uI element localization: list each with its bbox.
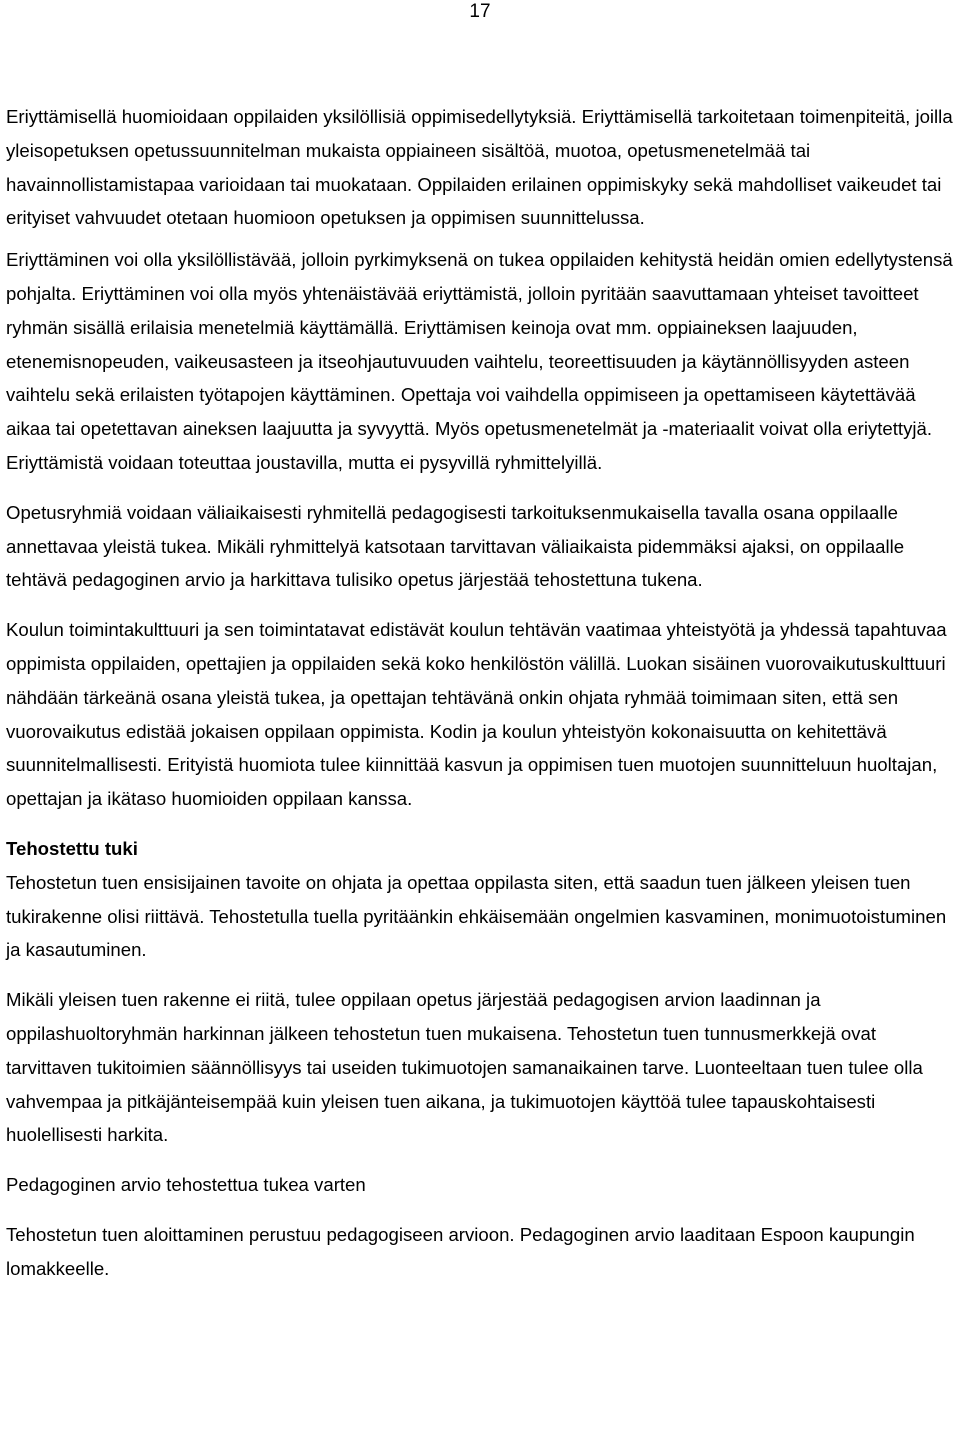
paragraph-pedagoginen-arvio: Tehostetun tuen aloittaminen perustuu pedagogiseen arvioon. Pedagoginen arvio laaditaan Espoon kaupungin lomakkeelle. — [6, 1223, 915, 1279]
paragraph-toimintakulttuuri: Koulun toimintakulttuuri ja sen toimintatavat edistävät koulun tehtävän vaatimaa yhteistyötä ja yhdessä tapahtuvaa oppimista oppilaiden, opettajien ja oppilaiden sekä koko henkilöstön välillä. Luokan sisäinen vuorovaikutuskulttuuri nähdään tärkeänä osana yleistä tukea, ja opettajan tehtävänä onkin ohjata ryhmää toimimaan siten, että sen vuorovaikutus edistää jokaisen oppilaan oppimista. Kodin ja koulun yhteistyön kokonaisuutta on kehitettävä suunnitelmallisesti. Erityistä huomiota tulee kiinnittää kasvun ja oppimisen tuen muotojen suunnitteluun huoltajan, opettajan ja ikätaso huomioiden oppilaan kanssa. — [6, 619, 947, 810]
paragraph-tehostettu-tavoite: Tehostetun tuen ensisijainen tavoite on ohjata ja opettaa oppilasta siten, että saadun tuen jälkeen yleisen tuen tukirakenne olisi riittävä. Tehostetulla tuella pyritäänkin ehkäisemään ongelmien kasvaminen, monimuotoistuminen ja kasautuminen. — [6, 871, 947, 961]
document-body — [6, 100, 958, 1302]
paragraph-eriyttaminen-intro: Eriyttämisellä huomioidaan oppilaiden yksilöllisiä oppimisedellytyksiä. Eriyttämisellä tarkoitetaan toimenpiteitä, joilla yleisopetuksen opetussuunnitelman mukaista oppiaineen sisältöä, muotoa, opetusmenetelmää tai havainnollistamistapaa varioidaan tai muokataan. Oppilaiden erilainen oppimiskyky sekä mahdolliset vaikeudet tai erityiset vahvuudet otetaan huomioon opetuksen ja oppimisen suunnittelussa. — [6, 106, 953, 229]
subheading-pedagoginen-arvio: Pedagoginen arvio tehostettua tukea varten — [6, 1174, 366, 1196]
paragraph-ryhmittely: Opetusryhmiä voidaan väliaikaisesti ryhmitellä pedagogisesti tarkoituksenmukaisella tavalla osana oppilaalle annettavaa yleistä tukea. Mikäli ryhmittelyä katsotaan tarvittavan väliaikaista pidemmäksi ajaksi, on oppilaalle tehtävä pedagoginen arvio ja harkittava tulisiko opetus järjestää tehostettuna tukena. — [6, 501, 905, 591]
page-number: 17 — [469, 1, 491, 22]
section-heading-tehostettu-tuki: Tehostettu tuki — [6, 837, 138, 859]
paragraph-eriyttaminen-types: Eriyttäminen voi olla yksilöllistävää, jolloin pyrkimyksenä on tukea oppilaiden kehitystä heidän omien edellytystensä pohjalta. Eriyttäminen voi olla myös yhtenäistävää eriyttämistä, jolloin pyritään saavuttamaan yhteiset tavoitteet ryhmän sisällä erilaisia menetelmiä käyttämällä. Eriyttämisen keinoja ovat mm. oppiaineksen laajuuden, etenemisnopeuden, vaikeusasteen ja itseohjautuvuuden vaihtelu, teoreettisuuden ja käytännöllisyyden asteen vaihtelu sekä erilaisten työtapojen käyttäminen. Opettaja voi vaihdella oppimiseen ja opettamiseen käytettävää aikaa tai opetettavan aineksen laajuutta ja syvyyttä. Myös opetusmenetelmät ja -materiaalit voivat olla eriytettyjä. Eriyttämistä voidaan toteuttaa joustavilla, mutta ei pysyvillä ryhmittelyillä. — [6, 249, 953, 473]
paragraph-tehostettu-jarjestaminen: Mikäli yleisen tuen rakenne ei riitä, tulee oppilaan opetus järjestää pedagogisen arvion laadinnan ja oppilashuoltoryhmän harkinnan jälkeen tehostetun tuen mukaisena. Tehostetun tuen tunnusmerkkejä ovat tarvittaven tukitoimien säännöllisyys tai useiden tukimuotojen samanaikainen tarve. Luonteeltaan tuen tulee olla vahvempaa ja pitkäjänteisempää kuin yleisen tuen aikana, ja tukimuotojen käyttöä tulee tapauskohtaisesti huolellisesti harkita. — [6, 989, 923, 1146]
